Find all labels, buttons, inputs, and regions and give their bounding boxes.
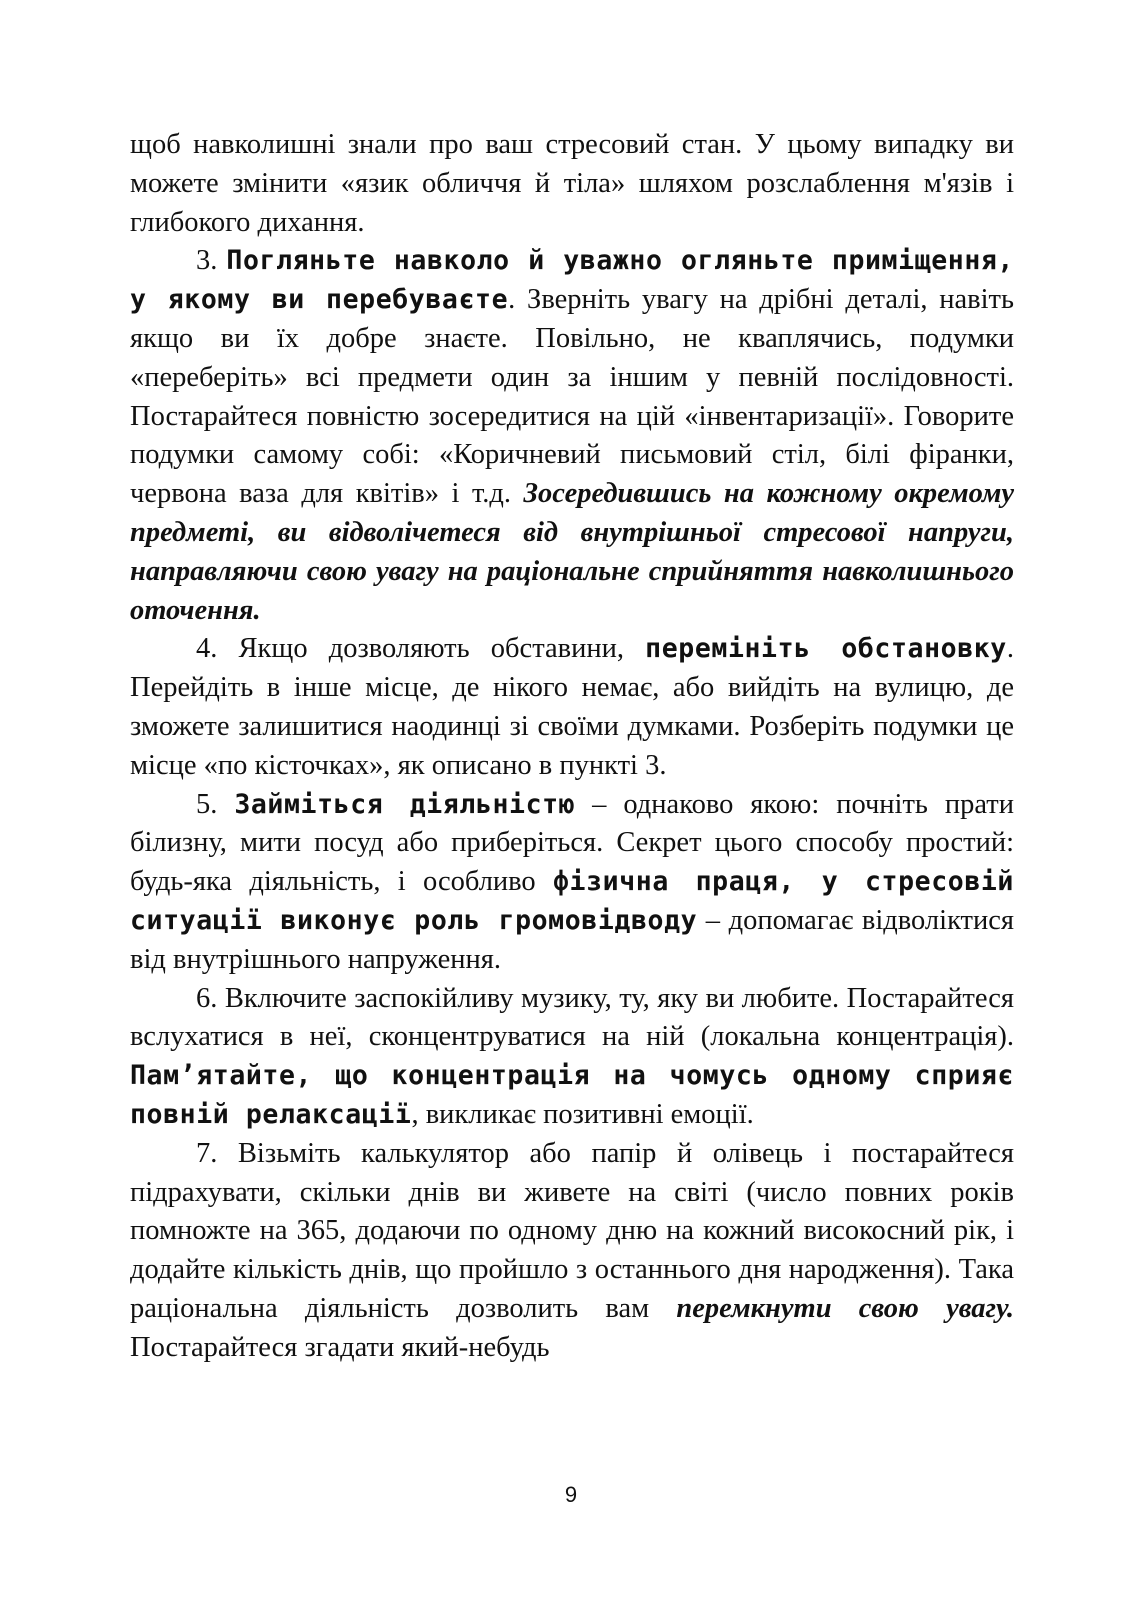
text-run-normal: . Зверніть увагу на дрібні деталі, навіть якщо ви їх добре знаєте. Повільно, не кваплячись, подумки «переберіть» всі предмети один за іншим у певній послідовності. Постарайтеся повністю зосередитися на цій «інвентаризації». Говорите подумки самому собі: «Коричневий письмовий стіл, білі фіранки, червона ваза для квітів» і т.д. [130, 284, 1014, 510]
paragraph [130, 242, 1014, 630]
paragraph [130, 786, 1014, 980]
text-run-bold: Пам’ятайте, що концентрація на чомусь одному сприяє повній релаксації [130, 1060, 1014, 1130]
text-run-normal: 5. [196, 788, 235, 820]
text-run-normal: . Перейдіть в інше місце, де нікого немає, або вийдіть на вулицю, де зможете залишитися наодинці зі своїми думками. Розберіть подумки це місце «по кісточках», як описано в пункті 3. [130, 633, 1014, 781]
text-run-bold: фізична праця, у стресовій ситуації виконує роль громовідводу [130, 866, 1014, 936]
page-body [130, 126, 1014, 1368]
text-run-normal: 7. Візьміть калькулятор або папір й олівець і постарайтеся підрахувати, скільки днів ви живете на світі (число повних років помножте на 365, додаючи по одному дню на кожний високосний рік, і додайте кількість днів, що пройшло з останнього дня народження). Така раціональна діяльність дозволить вам [130, 1137, 1014, 1324]
text-run-normal: – допомагає відволіктися від внутрішнього напруження. [130, 904, 1014, 975]
text-run-normal: 3. [196, 245, 227, 277]
paragraph [130, 126, 1014, 242]
text-run-bold: Погляньте навколо й уважно огляньте приміщення, у якому ви перебуваєте [130, 245, 1014, 316]
text-run-normal: , викликає позитивні емоції. [411, 1098, 754, 1130]
page-number: 9 [564, 1482, 578, 1507]
text-run-normal: – однаково якою: почніть прати білизну, мити посуд або приберіться. Секрет цього способу простий: будь-яка діяльність, і особливо [130, 788, 1014, 898]
text-run-bold: перемініть обстановку [645, 633, 1007, 665]
text-run-bolditalic: перемкнути свою увагу. [676, 1292, 1015, 1324]
text-run-normal: Постарайтеся згадати який-небудь [130, 1331, 550, 1363]
paragraph [130, 630, 1014, 785]
paragraph [130, 1135, 1014, 1368]
text-run-bolditalic: Зосередившись на кожному окремому предметі, ви відволічетеся від внутрішньої стресової напруги, направляючи свою увагу на раціональне сприйняття навколишнього оточення. [130, 478, 1014, 626]
text-run-normal: 6. Включите заспокійливу музику, ту, яку ви любите. Постарайтеся вслухатися в неї, сконцентруватися на ній (локальна концентрація). [130, 982, 1014, 1053]
text-run-normal: 4. Якщо дозволяють обставини, [196, 633, 646, 665]
text-run-bold: Займіться діяльністю [234, 788, 576, 820]
text-run-normal: щоб навколишні знали про ваш стресовий стан. У цьому випадку ви можете змінити «язик обличчя й тіла» шляхом розслаблення м'язів і глибокого дихання. [130, 129, 1014, 238]
paragraph [130, 980, 1014, 1135]
